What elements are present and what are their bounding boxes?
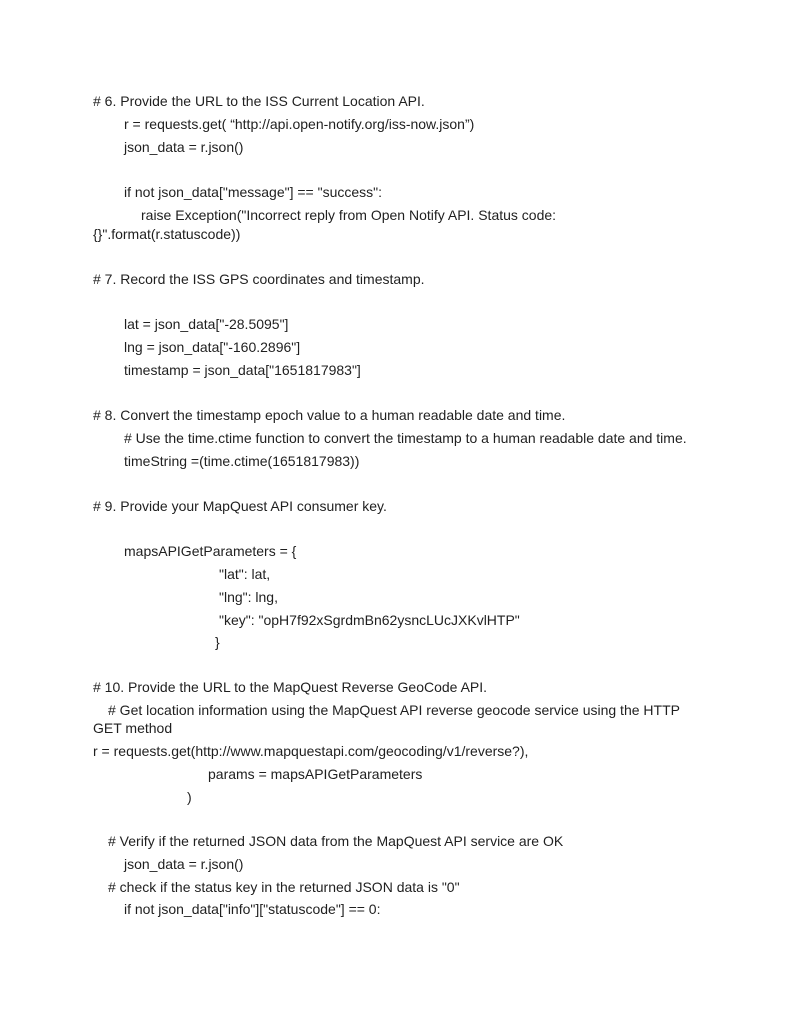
code-line-timestamp: timestamp = json_data["1651817983"]	[124, 362, 361, 378]
code-line-lng: lng = json_data["-160.2896"]	[124, 339, 301, 355]
code-line-params: params = mapsAPIGetParameters	[208, 766, 423, 782]
code-line-raise-exception: raise Exception("Incorrect reply from Open Notify API. Status code:	[141, 207, 557, 223]
section-9-heading: # 9. Provide your MapQuest API consumer key.	[93, 498, 387, 514]
code-line-requests-mapquest: r = requests.get(http://www.mapquestapi.com/geocoding/v1/reverse?),	[93, 743, 529, 759]
code-comment-ctime: # Use the time.ctime function to convert the timestamp to a human readable date and time.	[124, 430, 687, 446]
section-6-heading: # 6. Provide the URL to the ISS Current Location API.	[93, 93, 425, 109]
code-line-param-key: "key": "opH7f92xSgrdmBn62ysncLUcJXKvlHTP"	[219, 612, 520, 628]
code-line-if-not-message: if not json_data["message"] == "success":	[124, 184, 383, 200]
code-line-format: {}".format(r.statuscode))	[93, 226, 241, 242]
code-comment-get-method: GET method	[93, 720, 173, 736]
code-line-timestring: timeString =(time.ctime(1651817983))	[124, 453, 360, 469]
section-8-heading: # 8. Convert the timestamp epoch value to a human readable date and time.	[93, 407, 566, 423]
code-line-param-lat: "lat": lat,	[219, 566, 271, 582]
code-line-lat: lat = json_data["-28.5095"]	[124, 316, 289, 332]
code-comment-status-key: # check if the status key in the returned JSON data is "0"	[108, 879, 460, 895]
code-line-maps-params: mapsAPIGetParameters = {	[124, 543, 297, 559]
code-line-close-brace: }	[215, 634, 220, 650]
section-7-heading: # 7. Record the ISS GPS coordinates and timestamp.	[93, 271, 425, 287]
code-comment-verify: # Verify if the returned JSON data from the MapQuest API service are OK	[108, 833, 564, 849]
code-line-requests-get: r = requests.get( “http://api.open-notify.org/iss-now.json”)	[124, 116, 475, 132]
code-comment-geocode: # Get location information using the MapQuest API reverse geocode service using the HTTP	[108, 702, 680, 718]
code-line-json-data-2: json_data = r.json()	[124, 856, 244, 872]
code-line-json-data: json_data = r.json()	[124, 139, 244, 155]
section-10-heading: # 10. Provide the URL to the MapQuest Reverse GeoCode API.	[93, 679, 488, 695]
code-line-param-lng: "lng": lng,	[219, 589, 278, 605]
code-line-if-statuscode: if not json_data["info"]["statuscode"] == 0:	[124, 901, 381, 917]
code-line-close-paren: )	[187, 789, 192, 805]
